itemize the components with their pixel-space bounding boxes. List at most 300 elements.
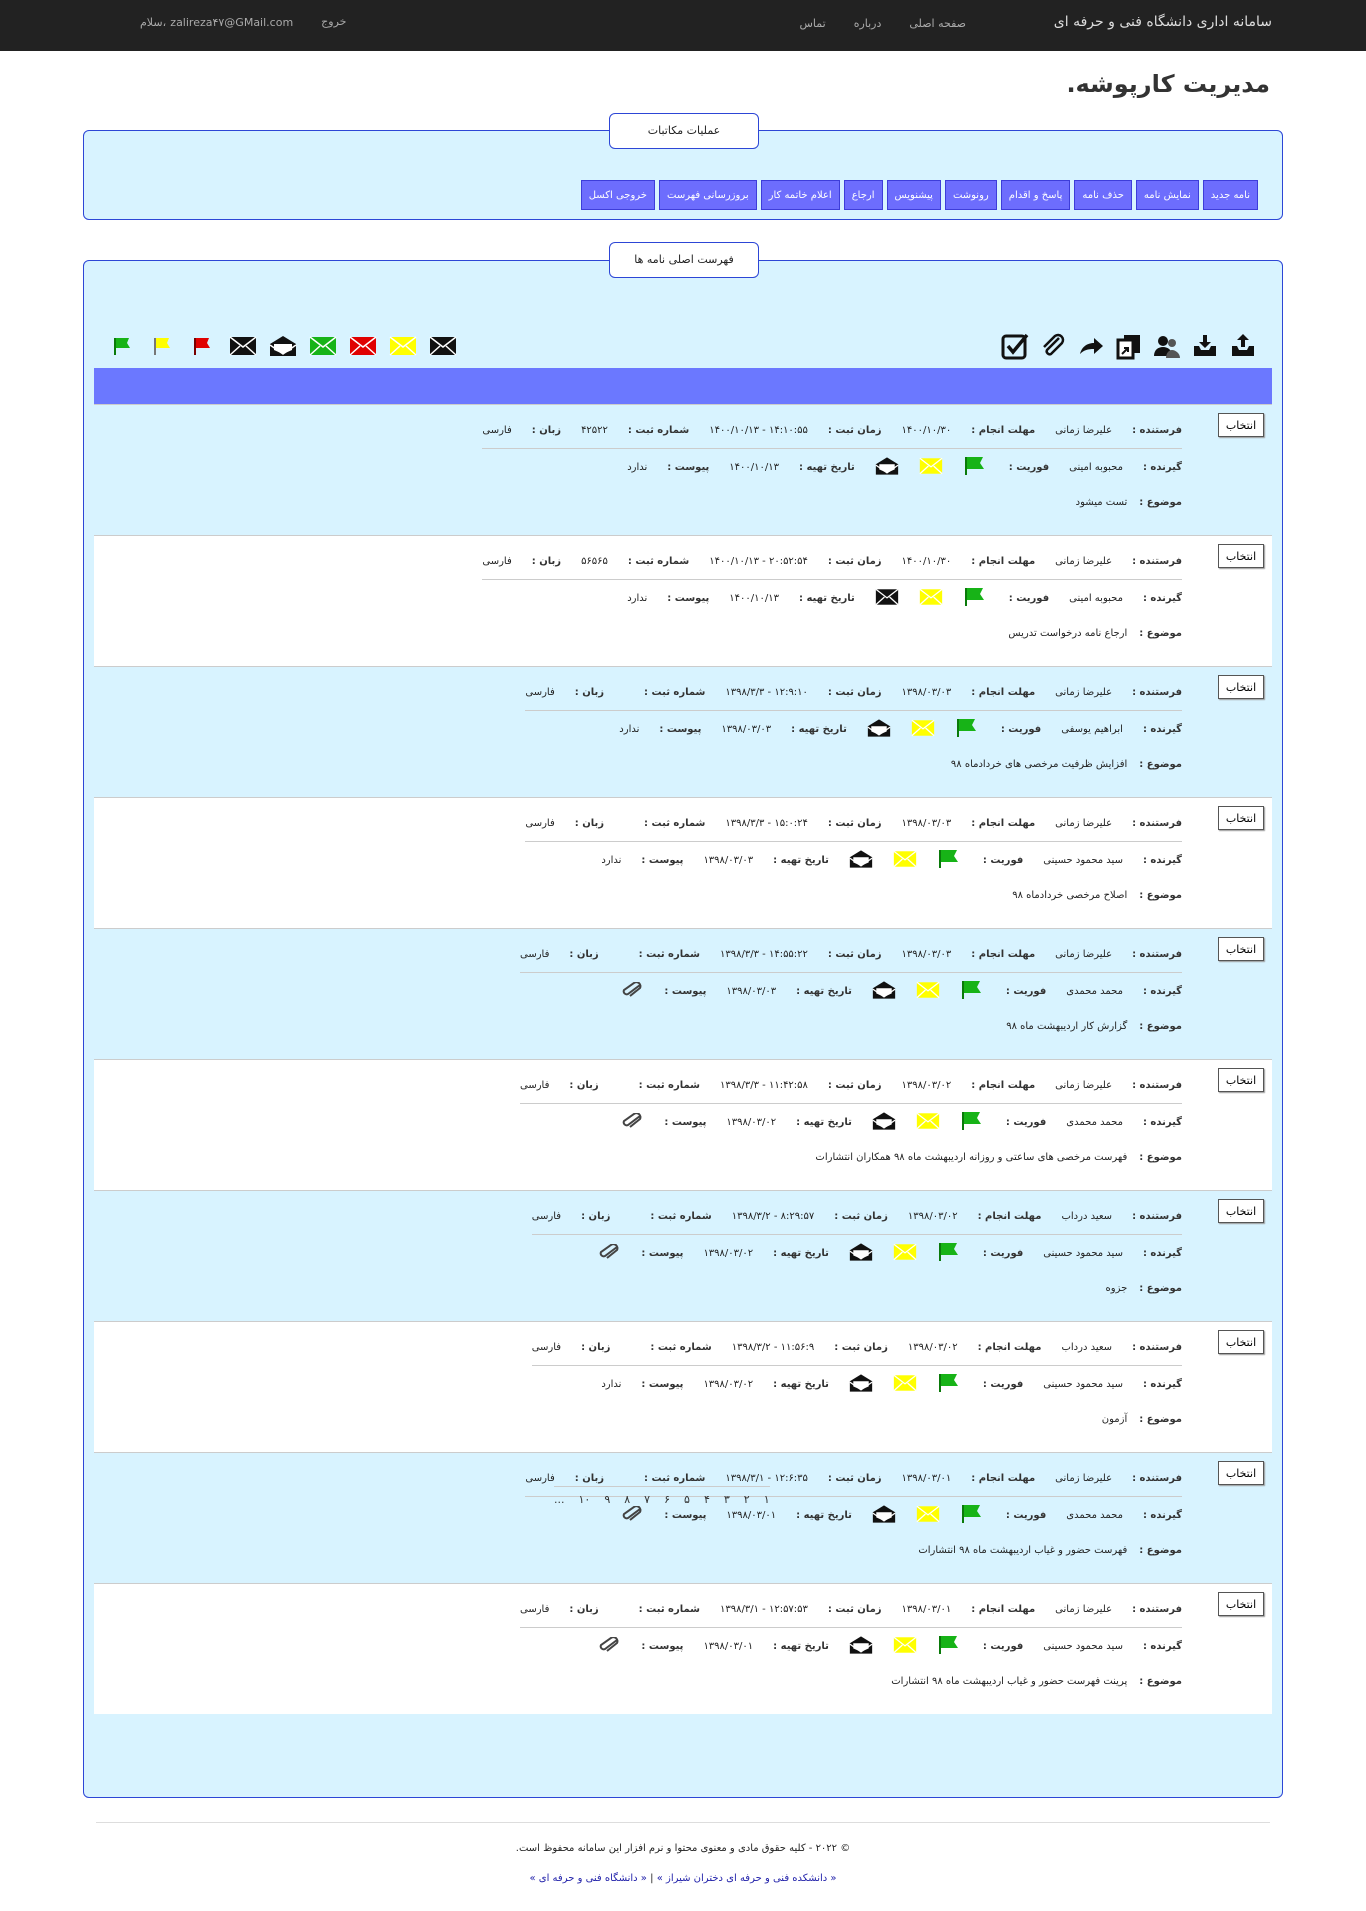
letter-info [482, 544, 1182, 650]
prep-date-label: تاریخ تهیه : [773, 1640, 829, 1652]
reg-time-label: زمان ثبت : [827, 1604, 882, 1615]
subject-label: موضوع : [1139, 627, 1182, 639]
footer-links [0, 1873, 1366, 1884]
prep-date-value: ۱۳۹۸/۰۳/۰۱ [726, 1509, 777, 1521]
forward-icon[interactable] [1076, 331, 1106, 361]
language-value: فارسی [482, 556, 512, 567]
finish-work-button[interactable]: اعلام خاتمه کار [761, 180, 840, 210]
language-label: زبان : [531, 425, 562, 436]
subject-label: موضوع : [1139, 1413, 1182, 1425]
deadline-value: ۱۳۹۸/۰۳/۰۳ [901, 687, 952, 698]
reg-no-label: شماره ثبت : [638, 949, 701, 960]
receiver-value: محبوبه امینی [1069, 461, 1123, 473]
receiver-label: گیرنده : [1142, 461, 1182, 473]
list-toolbar [1000, 331, 1258, 361]
urgency-label: فوریت : [982, 1378, 1024, 1390]
reg-time-value: ۱۵:۰:۲۴ - ۱۳۹۸/۳/۳ [725, 818, 808, 829]
urgency-label: فوریت : [982, 1640, 1024, 1652]
attachment-value: ندارد [601, 854, 622, 866]
reply-button[interactable]: پاسخ و اقدام [1001, 180, 1071, 210]
letter-subject-line [525, 747, 1182, 781]
reg-time-value: ۱۲:۶:۳۵ - ۱۳۹۸/۳/۱ [725, 1473, 808, 1484]
prep-date-value: ۱۳۹۸/۰۳/۰۲ [726, 1116, 777, 1128]
receiver-label: گیرنده : [1142, 1509, 1182, 1521]
prep-date-label: تاریخ تهیه : [796, 1509, 852, 1521]
receiver-value: سید محمود حسینی [1043, 1247, 1123, 1259]
flag-green-icon [937, 1241, 963, 1266]
language-label: زبان : [574, 818, 605, 829]
sender-value: علیرضا زمانی [1055, 1080, 1113, 1091]
letter-row[interactable] [94, 666, 1272, 797]
receiver-label: گیرنده : [1142, 854, 1182, 866]
paperclip-icon[interactable] [1038, 331, 1068, 361]
refer-button[interactable]: ارجاع [844, 180, 883, 210]
attachment-label: پیوست : [659, 723, 702, 735]
urgency-label: فوریت : [1000, 723, 1042, 735]
flag-green-icon [960, 1110, 986, 1135]
subject-value: گزارش کار اردیبهشت ماه ۹۸ [1006, 1020, 1128, 1032]
language-label: زبان : [569, 949, 599, 960]
subject-value: افزایش ظرفیت مرخصی های خردادماه ۹۸ [950, 758, 1128, 770]
select-button[interactable]: انتخاب [1218, 806, 1264, 830]
list-header-band [94, 368, 1272, 404]
prep-date-value: ۱۴۰۰/۱۰/۱۳ [729, 461, 780, 473]
envelope-black-icon[interactable] [428, 331, 458, 361]
envelope-yellow-icon [893, 1374, 917, 1395]
main-nav [799, 17, 966, 30]
letter-line-1 [532, 1199, 1182, 1235]
reg-time-label: زمان ثبت : [827, 425, 882, 436]
new-letter-button[interactable]: نامه جدید [1203, 180, 1258, 210]
flag-green-icon[interactable] [108, 331, 138, 361]
attachment-label: پیوست : [664, 985, 707, 997]
sender-label: فرستنده : [1132, 556, 1182, 567]
letter-line-2 [520, 1628, 1182, 1664]
urgency-label: فوریت : [1005, 1116, 1047, 1128]
reg-time-label: زمان ثبت : [827, 1080, 882, 1091]
select-button[interactable]: انتخاب [1218, 1199, 1264, 1223]
attachment-icon[interactable] [620, 1506, 644, 1525]
flag-green-icon [963, 586, 989, 611]
subject-value: جزوه [1105, 1282, 1128, 1294]
select-button[interactable]: انتخاب [1218, 1592, 1264, 1616]
receiver-value: محمد محمدی [1066, 985, 1123, 997]
letter-line-2 [525, 711, 1182, 747]
page-link-5[interactable]: ۵ [684, 1493, 690, 1506]
deadline-value: ۱۳۹۸/۰۳/۰۲ [907, 1211, 958, 1222]
letter-subject-line [520, 1140, 1182, 1174]
prep-date-label: تاریخ تهیه : [773, 854, 829, 866]
receiver-label: گیرنده : [1142, 985, 1182, 997]
envelope-open-icon [849, 1242, 873, 1265]
envelope-yellow-icon[interactable] [388, 331, 418, 361]
prep-date-value: ۱۳۹۸/۰۳/۰۳ [721, 723, 772, 735]
language-label: زبان : [581, 1211, 611, 1222]
reg-time-label: زمان ثبت : [827, 687, 882, 698]
language-label: زبان : [581, 1342, 611, 1353]
attachment-icon[interactable] [597, 1637, 621, 1656]
language-label: زبان : [531, 556, 562, 567]
envelope-yellow-icon [916, 1505, 940, 1526]
letter-line-2 [532, 1235, 1182, 1271]
attachment-label: پیوست : [641, 1247, 684, 1259]
nav-contact[interactable]: تماس [799, 17, 826, 30]
reg-time-value: ۱۱:۵۶:۹ - ۱۳۹۸/۳/۲ [731, 1342, 815, 1353]
deadline-value: ۱۳۹۸/۰۳/۰۱ [901, 1604, 952, 1615]
letter-row[interactable] [94, 404, 1272, 535]
reg-no-label: شماره ثبت : [627, 556, 690, 567]
letter-row[interactable] [94, 928, 1272, 1059]
urgency-label: فوریت : [1008, 461, 1050, 473]
subject-value: آزمون [1101, 1413, 1128, 1425]
letter-line-2 [482, 449, 1182, 485]
envelope-open-icon [849, 1373, 873, 1396]
reg-time-value: ۱۴:۵۵:۲۲ - ۱۳۹۸/۳/۳ [720, 949, 808, 960]
footer-divider [96, 1822, 1270, 1823]
attachment-icon[interactable] [620, 1113, 644, 1132]
letter-subject-line [482, 616, 1182, 650]
language-value: فارسی [531, 1342, 562, 1353]
sender-label: فرستنده : [1132, 1211, 1182, 1222]
language-value: فارسی [531, 1211, 562, 1222]
deadline-label: مهلت انجام : [971, 687, 1036, 698]
flag-red-icon[interactable] [188, 331, 218, 361]
letter-info [525, 675, 1182, 781]
language-label: زبان : [574, 687, 605, 698]
user-email-link[interactable] [140, 15, 293, 30]
users-icon[interactable] [1152, 331, 1182, 361]
sender-label: فرستنده : [1132, 1604, 1182, 1615]
subject-label: موضوع : [1139, 1282, 1182, 1294]
letter-line-1 [525, 675, 1182, 711]
reg-time-value: ۱۲:۵۷:۵۳ - ۱۳۹۸/۳/۱ [720, 1604, 808, 1615]
sender-label: فرستنده : [1132, 818, 1182, 829]
deadline-value: ۱۳۹۸/۰۳/۰۲ [907, 1342, 958, 1353]
letter-line-1 [532, 1330, 1182, 1366]
select-button[interactable]: انتخاب [1218, 1068, 1264, 1092]
page-link-10[interactable]: ۱۰ [578, 1493, 591, 1506]
receiver-value: ابراهیم یوسفی [1061, 723, 1123, 735]
prep-date-value: ۱۳۹۸/۰۳/۰۳ [703, 854, 754, 866]
page-link-8[interactable]: ۸ [624, 1493, 631, 1506]
deadline-value: ۱۳۹۸/۰۳/۰۱ [901, 1473, 952, 1484]
select-button[interactable]: انتخاب [1218, 544, 1264, 568]
show-letter-button[interactable]: نمایش نامه [1136, 180, 1199, 210]
refresh-list-button[interactable]: بروزرسانی فهرست [659, 180, 757, 210]
deadline-label: مهلت انجام : [971, 425, 1036, 436]
subject-value: پرینت فهرست حضور و غیاب اردیبهشت ماه ۹۸ انتشارات [891, 1675, 1128, 1687]
receiver-label: گیرنده : [1142, 1378, 1182, 1390]
letter-row[interactable] [94, 1059, 1272, 1190]
flag-green-icon [937, 1372, 963, 1397]
nav-about[interactable]: درباره [853, 17, 882, 30]
envelope-yellow-icon [919, 588, 943, 609]
page-link-1[interactable]: ۱ [763, 1493, 770, 1506]
inbox-in-icon[interactable] [1190, 331, 1220, 361]
language-value: فارسی [520, 1604, 550, 1615]
deadline-label: مهلت انجام : [971, 1604, 1036, 1615]
sender-label: فرستنده : [1132, 1473, 1182, 1484]
envelope-yellow-icon [893, 850, 917, 871]
language-label: زبان : [569, 1080, 599, 1091]
envelope-yellow-icon [893, 1243, 917, 1264]
subject-label: موضوع : [1139, 889, 1182, 901]
attachment-icon[interactable] [620, 982, 644, 1001]
envelope-yellow-icon [893, 1636, 917, 1657]
attachment-icon[interactable] [597, 1244, 621, 1263]
attachment-value: ندارد [601, 1378, 622, 1390]
select-button[interactable]: انتخاب [1218, 937, 1264, 961]
footer-link-faculty[interactable]: « دانشکده فنی و حرفه ای دختران شیراز » [656, 1873, 837, 1884]
letter-line-2 [532, 1366, 1182, 1402]
deadline-value: ۱۴۰۰/۱۰/۳۰ [901, 425, 952, 436]
deadline-label: مهلت انجام : [977, 1211, 1042, 1222]
prep-date-label: تاریخ تهیه : [796, 1116, 852, 1128]
letter-line-1 [525, 806, 1182, 842]
flag-green-icon [937, 848, 963, 873]
letter-subject-line [532, 1271, 1182, 1305]
operations-panel [83, 124, 1283, 220]
draft-button[interactable]: پیشنویس [887, 180, 941, 210]
letter-subject-line [520, 1664, 1182, 1698]
receiver-label: گیرنده : [1142, 1640, 1182, 1652]
reg-time-label: زمان ثبت : [834, 1342, 888, 1353]
prep-date-label: تاریخ تهیه : [796, 985, 852, 997]
letters-panel [83, 253, 1283, 1798]
reg-no-value: ۵۶۵۶۵ [581, 556, 608, 567]
select-button[interactable]: انتخاب [1218, 1461, 1264, 1485]
inbox-out-icon[interactable] [1228, 331, 1258, 361]
letter-subject-line [520, 1009, 1182, 1043]
reg-time-label: زمان ثبت : [827, 949, 882, 960]
letter-info [532, 1199, 1182, 1305]
envelope-open-icon [872, 1504, 896, 1527]
attachment-value: ندارد [627, 592, 648, 604]
reg-no-label: شماره ثبت : [644, 687, 706, 698]
operations-buttons [581, 180, 1258, 210]
prep-date-value: ۱۳۹۸/۰۳/۰۲ [703, 1378, 754, 1390]
reg-time-value: ۲۰:۵۲:۵۴ - ۱۴۰۰/۱۰/۱۳ [709, 556, 808, 567]
envelope-yellow-icon [911, 719, 935, 740]
receiver-value: محمد محمدی [1066, 1116, 1123, 1128]
envelope-green-icon[interactable] [308, 331, 338, 361]
envelope-closed-icon [875, 588, 899, 609]
sender-label: فرستنده : [1132, 949, 1182, 960]
letter-subject-line [525, 1533, 1182, 1567]
page-link-4[interactable]: ۴ [703, 1493, 710, 1506]
select-button[interactable]: انتخاب [1218, 413, 1264, 437]
status-filter-toolbar [108, 331, 458, 361]
letter-line-2 [525, 842, 1182, 878]
sender-value: سعید درداب [1061, 1342, 1113, 1353]
envelope-open-icon [875, 456, 899, 479]
urgency-label: فوریت : [982, 1247, 1024, 1259]
footer-separator: | [646, 1873, 654, 1884]
letter-line-1 [520, 1592, 1182, 1628]
page-link-7[interactable]: ۷ [644, 1493, 651, 1506]
logout-link[interactable]: خروج [321, 15, 347, 28]
envelope-open-icon[interactable] [268, 331, 298, 361]
attachment-label: پیوست : [641, 854, 684, 866]
language-value: فارسی [525, 1473, 555, 1484]
reg-no-label: شماره ثبت : [650, 1342, 712, 1353]
page-link-3[interactable]: ۳ [723, 1493, 730, 1506]
sender-value: علیرضا زمانی [1055, 556, 1113, 567]
footer-copyright: © ۲۰۲۲ - کلیه حقوق مادی و معنوی محتوا و نرم افزار این سامانه محفوظ است. [515, 1843, 851, 1854]
letter-line-2 [520, 1104, 1182, 1140]
copy-button[interactable]: رونوشت [945, 180, 997, 210]
receiver-label: گیرنده : [1142, 592, 1182, 604]
urgency-label: فوریت : [982, 854, 1024, 866]
envelope-open-icon [872, 1111, 896, 1134]
letter-info [520, 1592, 1182, 1698]
reg-time-value: ۱۴:۱۰:۵۵ - ۱۴۰۰/۱۰/۱۳ [709, 425, 808, 436]
letters-list [94, 404, 1272, 1714]
prep-date-label: تاریخ تهیه : [791, 723, 847, 735]
page-link-6[interactable]: ۶ [664, 1493, 671, 1506]
deadline-label: مهلت انجام : [971, 1080, 1036, 1091]
checkbox-icon[interactable] [1000, 331, 1030, 361]
reg-no-label: شماره ثبت : [644, 1473, 706, 1484]
flag-green-icon [963, 455, 989, 480]
envelope-closed-icon[interactable] [228, 331, 258, 361]
flag-green-icon [937, 1634, 963, 1659]
attachment-label: پیوست : [664, 1509, 707, 1521]
language-value: فارسی [482, 425, 512, 436]
receiver-value: محبوبه امینی [1069, 592, 1123, 604]
envelope-yellow-icon [916, 1112, 940, 1133]
urgency-label: فوریت : [1005, 985, 1047, 997]
language-value: فارسی [520, 949, 550, 960]
receiver-label: گیرنده : [1142, 723, 1182, 735]
page-link-more[interactable]: ... [554, 1493, 565, 1506]
letter-info [525, 806, 1182, 912]
select-button[interactable]: انتخاب [1218, 1330, 1264, 1354]
operations-legend: عملیات مکاتبات [609, 113, 759, 149]
sender-label: فرستنده : [1132, 687, 1182, 698]
user-area [140, 15, 346, 30]
attachment-label: پیوست : [667, 592, 710, 604]
copy-icon[interactable] [1114, 331, 1144, 361]
receiver-label: گیرنده : [1142, 1116, 1182, 1128]
attachment-label: پیوست : [664, 1116, 707, 1128]
attachment-label: پیوست : [641, 1378, 684, 1390]
delete-letter-button[interactable]: حذف نامه [1074, 180, 1132, 210]
language-label: زبان : [574, 1473, 605, 1484]
deadline-label: مهلت انجام : [971, 949, 1036, 960]
deadline-label: مهلت انجام : [971, 1473, 1036, 1484]
sender-label: فرستنده : [1132, 1080, 1182, 1091]
subject-label: موضوع : [1139, 1151, 1182, 1163]
subject-value: اصلاح مرخصی خردادماه ۹۸ [1012, 889, 1128, 901]
language-value: فارسی [520, 1080, 550, 1091]
sender-value: سعید درداب [1061, 1211, 1113, 1222]
sender-value: علیرضا زمانی [1055, 1604, 1113, 1615]
letter-info [482, 413, 1182, 519]
urgency-label: فوریت : [1008, 592, 1050, 604]
letter-row[interactable] [94, 797, 1272, 928]
prep-date-value: ۱۳۹۸/۰۳/۰۳ [726, 985, 777, 997]
greeting: سلام، [140, 16, 167, 29]
sender-value: علیرضا زمانی [1055, 949, 1113, 960]
receiver-value: سید محمود حسینی [1043, 1378, 1123, 1390]
deadline-label: مهلت انجام : [971, 818, 1036, 829]
reg-no-label: شماره ثبت : [650, 1211, 712, 1222]
prep-date-label: تاریخ تهیه : [773, 1247, 829, 1259]
page-title: مدیریت کارپوشه. [1066, 70, 1270, 98]
letter-info [520, 937, 1182, 1043]
letter-line-1 [482, 544, 1182, 580]
letter-subject-line [525, 878, 1182, 912]
page-link-9[interactable]: ۹ [604, 1493, 611, 1506]
reg-no-label: شماره ثبت : [627, 425, 690, 436]
receiver-value: سید محمود حسینی [1043, 854, 1123, 866]
language-label: زبان : [569, 1604, 599, 1615]
subject-value: تست میشود [1075, 496, 1128, 508]
letter-line-2 [520, 973, 1182, 1009]
attachment-value: ندارد [627, 461, 648, 473]
flag-yellow-icon[interactable] [148, 331, 178, 361]
sender-value: علیرضا زمانی [1055, 1473, 1113, 1484]
sender-value: علیرضا زمانی [1055, 425, 1113, 436]
letters-legend: فهرست اصلی نامه ها [609, 242, 759, 278]
pagination [554, 1486, 770, 1506]
flag-green-icon [960, 979, 986, 1004]
brand-title[interactable]: سامانه اداری دانشگاه فنی و حرفه ای [1053, 14, 1272, 30]
deadline-value: ۱۳۹۸/۰۳/۰۳ [901, 949, 952, 960]
flag-green-icon [960, 1503, 986, 1528]
letter-info [525, 1461, 1182, 1567]
letter-row[interactable] [94, 1190, 1272, 1321]
letter-info [520, 1068, 1182, 1174]
envelope-red-icon[interactable] [348, 331, 378, 361]
letter-subject-line [482, 485, 1182, 519]
letter-row[interactable] [94, 1583, 1272, 1714]
prep-date-label: تاریخ تهیه : [773, 1378, 829, 1390]
reg-no-label: شماره ثبت : [638, 1604, 701, 1615]
sender-label: فرستنده : [1132, 425, 1182, 436]
prep-date-value: ۱۴۰۰/۱۰/۱۳ [729, 592, 780, 604]
reg-no-value: ۴۲۵۲۲ [581, 425, 608, 436]
letter-line-1 [482, 413, 1182, 449]
reg-time-value: ۱۱:۴۲:۵۸ - ۱۳۹۸/۳/۳ [720, 1080, 808, 1091]
language-value: فارسی [525, 687, 555, 698]
nav-home[interactable]: صفحه اصلی [909, 17, 966, 30]
excel-export-button[interactable]: خروجی اکسل [581, 180, 655, 210]
sender-value: علیرضا زمانی [1055, 687, 1113, 698]
envelope-yellow-icon [916, 981, 940, 1002]
letter-row[interactable] [94, 1321, 1272, 1452]
select-button[interactable]: انتخاب [1218, 675, 1264, 699]
deadline-label: مهلت انجام : [971, 556, 1036, 567]
sender-label: فرستنده : [1132, 1342, 1182, 1353]
footer-link-university[interactable]: « دانشگاه فنی و حرفه ای » [529, 1873, 647, 1884]
envelope-open-icon [849, 1635, 873, 1658]
envelope-open-icon [849, 849, 873, 872]
letter-row[interactable] [94, 535, 1272, 666]
reg-time-label: زمان ثبت : [834, 1211, 888, 1222]
language-value: فارسی [525, 818, 555, 829]
subject-label: موضوع : [1139, 496, 1182, 508]
subject-value: فهرست حضور و غیاب اردیبهشت ماه ۹۸ انتشارات [918, 1544, 1128, 1556]
envelope-open-icon [872, 980, 896, 1003]
reg-time-value: ۱۲:۹:۱۰ - ۱۳۹۸/۳/۳ [725, 687, 808, 698]
envelope-open-icon [867, 718, 891, 741]
page-link-2[interactable]: ۲ [743, 1493, 750, 1506]
letter-info [532, 1330, 1182, 1436]
letter-row[interactable] [94, 1452, 1272, 1583]
deadline-label: مهلت انجام : [977, 1342, 1042, 1353]
